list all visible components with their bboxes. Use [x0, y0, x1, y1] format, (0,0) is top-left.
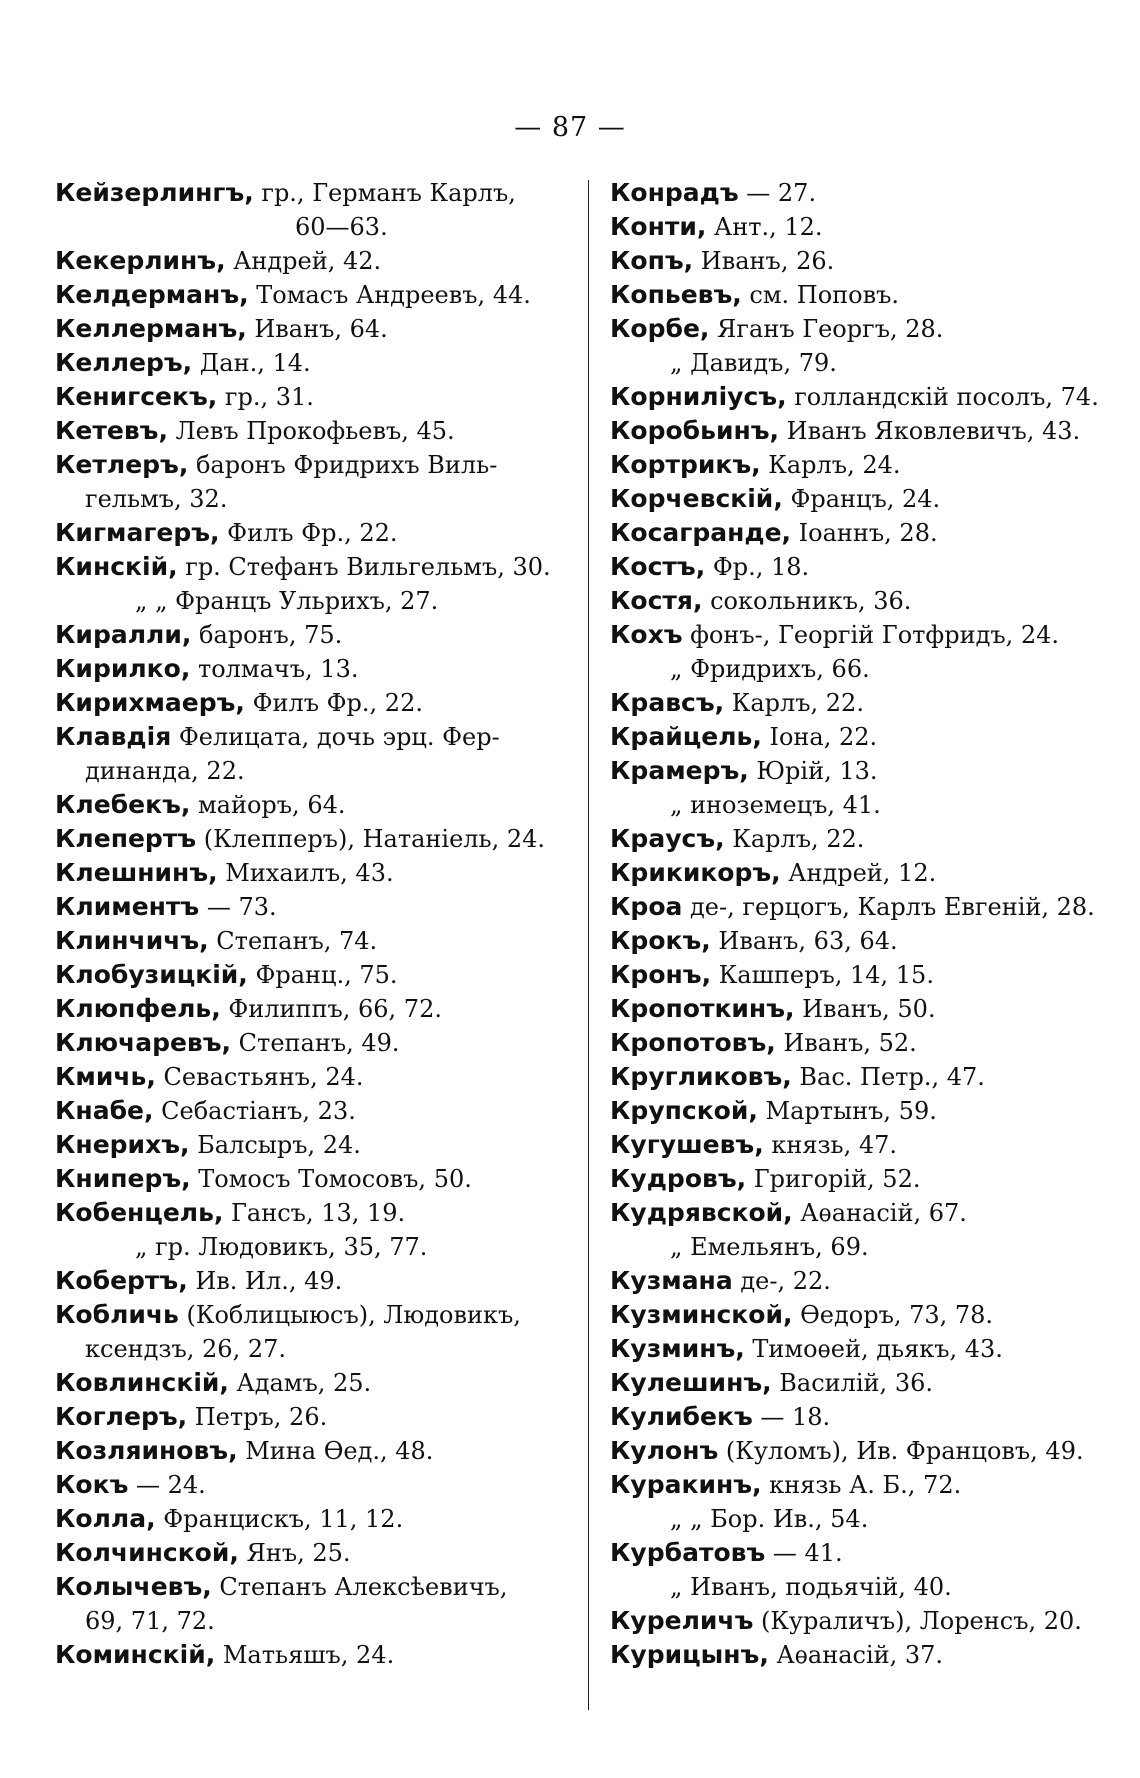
entry-surname: Коминскій,: [55, 1640, 216, 1669]
entry-details: Томасъ Андреевъ, 44.: [248, 281, 531, 309]
entry-surname: Кулонъ: [610, 1436, 719, 1465]
entry-details: „ Емельянъ, 69.: [670, 1233, 869, 1261]
index-entry: [55, 278, 570, 312]
entry-details: Ив. Ил., 49.: [187, 1267, 343, 1295]
index-entry: [55, 414, 570, 448]
entry-surname: Конти,: [610, 212, 707, 241]
entry-details: Ант., 12.: [706, 213, 823, 241]
entry-surname: Курицынъ,: [610, 1640, 769, 1669]
index-entry: [610, 686, 1130, 720]
entry-surname: Климентъ: [55, 892, 200, 921]
index-entry: [610, 856, 1130, 890]
entry-surname: Колчинской,: [55, 1538, 239, 1567]
entry-surname: Кугушевъ,: [610, 1130, 764, 1159]
entry-details: (Коблицыюсъ), Людовикъ,: [178, 1301, 521, 1329]
entry-details: „ Фридрихъ, 66.: [670, 655, 870, 683]
entry-surname: Кнабе,: [55, 1096, 154, 1125]
entry-surname: Краусъ,: [610, 824, 725, 853]
entry-details: Гансъ, 13, 19.: [223, 1199, 406, 1227]
index-entry: [610, 1638, 1130, 1672]
entry-surname: Кнерихъ,: [55, 1130, 190, 1159]
index-entry: [610, 176, 1130, 210]
entry-surname: Кенигсекъ,: [55, 382, 218, 411]
entry-details: Иванъ Яковлевичъ, 43.: [779, 417, 1081, 445]
entry-details: Степанъ, 74.: [208, 927, 378, 955]
column-divider: [588, 180, 589, 1710]
entry-details: Карлъ, 22.: [724, 689, 864, 717]
entry-details: Иванъ, 26.: [693, 247, 835, 275]
entry-details: Янъ, 25.: [238, 1539, 351, 1567]
entry-surname: Костъ,: [610, 552, 706, 581]
index-entry: [610, 720, 1130, 754]
index-entry: [610, 890, 1130, 924]
entry-surname: Косагранде,: [610, 518, 792, 547]
index-entry-continuation: [610, 1230, 1130, 1264]
entry-details: Францискъ, 11, 12.: [155, 1505, 404, 1533]
entry-details: динанда, 22.: [85, 757, 245, 785]
entry-surname: Коглеръ,: [55, 1402, 188, 1431]
index-entry: [610, 278, 1130, 312]
entry-details: „ „ Францъ Ульрихъ, 27.: [135, 587, 439, 615]
entry-surname: Кетевъ,: [55, 416, 168, 445]
entry-surname: Кругликовъ,: [610, 1062, 792, 1091]
entry-surname: Кобличь: [55, 1300, 179, 1329]
entry-surname: Келдерманъ,: [55, 280, 249, 309]
index-entry: [55, 652, 570, 686]
entry-surname: Кулибекъ: [610, 1402, 753, 1431]
index-entry: [610, 414, 1130, 448]
entry-details: „ Давидъ, 79.: [670, 349, 837, 377]
entry-details: Андрей, 12.: [780, 859, 937, 887]
entry-details: Филиппъ, 66, 72.: [220, 995, 442, 1023]
entry-details: баронъ, 75.: [191, 621, 343, 649]
index-entry: [55, 686, 570, 720]
entry-details: Кашперъ, 14, 15.: [711, 961, 934, 989]
entry-details: — 18.: [752, 1403, 831, 1431]
entry-surname: Клавдія: [55, 722, 172, 751]
entry-surname: Книперъ,: [55, 1164, 191, 1193]
entry-details: — 73.: [199, 893, 277, 921]
entry-details: Мартынъ, 59.: [757, 1097, 937, 1125]
index-entry: [610, 1468, 1130, 1502]
entry-surname: Копъ,: [610, 246, 694, 275]
entry-surname: Курбатовъ: [610, 1538, 766, 1567]
entry-details: Іоаннъ, 28.: [791, 519, 938, 547]
index-entry: [610, 958, 1130, 992]
entry-details: Матьяшъ, 24.: [215, 1641, 395, 1669]
index-entry: [55, 448, 570, 482]
index-entry: [55, 618, 570, 652]
entry-surname: Крамеръ,: [610, 756, 749, 785]
index-entry: [610, 1026, 1130, 1060]
entry-surname: Кудровъ,: [610, 1164, 747, 1193]
entry-surname: Клинчичъ,: [55, 926, 209, 955]
entry-surname: Клюпфель,: [55, 994, 221, 1023]
index-entry: [55, 244, 570, 278]
index-entry: [610, 244, 1130, 278]
entry-details: (Кураличъ), Лоренсъ, 20.: [753, 1607, 1082, 1635]
entry-surname: Корчевскій,: [610, 484, 783, 513]
entry-details: Мина Ѳед., 48.: [237, 1437, 434, 1465]
entry-details: Тимоѳей, дьякъ, 43.: [744, 1335, 1003, 1363]
entry-details: Севастьянъ, 24.: [155, 1063, 364, 1091]
index-entry-continuation: [610, 788, 1130, 822]
index-entry: [55, 1298, 570, 1332]
entry-details: Аѳанасій, 37.: [768, 1641, 944, 1669]
entry-surname: Корниліусъ,: [610, 382, 787, 411]
entry-details: де-, герцогъ, Карлъ Евгеній, 28.: [682, 893, 1095, 921]
entry-surname: Клобузицкій,: [55, 960, 248, 989]
entry-details: Филъ Фр., 22.: [219, 519, 398, 547]
entry-details: (Куломъ), Ив. Францовъ, 49.: [718, 1437, 1084, 1465]
entry-details: Францъ, 24.: [782, 485, 941, 513]
entry-surname: Кейзерлингъ,: [55, 178, 254, 207]
entry-surname: Клебекъ,: [55, 790, 191, 819]
entry-details: гр. Стефанъ Вильгельмъ, 30.: [177, 553, 551, 581]
index-entry: [610, 1366, 1130, 1400]
index-entry: [55, 1128, 570, 1162]
entry-details: голландскій посолъ, 74.: [786, 383, 1099, 411]
entry-details: гр., 31.: [217, 383, 314, 411]
index-entry: [55, 788, 570, 822]
entry-surname: Колла,: [55, 1504, 156, 1533]
entry-surname: Кигмагеръ,: [55, 518, 220, 547]
index-entry: [610, 754, 1130, 788]
index-entry: [610, 1162, 1130, 1196]
entry-details: Яганъ Георгъ, 28.: [709, 315, 944, 343]
index-entry: [55, 1366, 570, 1400]
entry-details: Степанъ Алексѣевичъ,: [211, 1573, 508, 1601]
entry-surname: Кронъ,: [610, 960, 712, 989]
entry-surname: Кузминъ,: [610, 1334, 745, 1363]
index-entry: [610, 550, 1130, 584]
entry-surname: Коробьинъ,: [610, 416, 780, 445]
entry-surname: Кохъ: [610, 620, 683, 649]
index-entry: [55, 822, 570, 856]
index-entry: [55, 380, 570, 414]
entry-details: „ „ Бор. Ив., 54.: [670, 1505, 869, 1533]
entry-details: фонъ-, Георгій Готфридъ, 24.: [682, 621, 1060, 649]
entry-details: Ѳедоръ, 73, 78.: [792, 1301, 994, 1329]
entry-surname: Корбе,: [610, 314, 710, 343]
entry-details: Аѳанасій, 67.: [792, 1199, 967, 1227]
index-entry: [610, 1060, 1130, 1094]
entry-details: Филъ Фр., 22.: [244, 689, 423, 717]
entry-details: Франц., 75.: [247, 961, 398, 989]
entry-details: сокольникъ, 36.: [702, 587, 912, 615]
index-entry: [610, 516, 1130, 550]
entry-details: майоръ, 64.: [190, 791, 346, 819]
entry-surname: Кобенцель,: [55, 1198, 224, 1227]
index-entry: [55, 1570, 570, 1604]
index-entry: [610, 380, 1130, 414]
index-entry: [610, 584, 1130, 618]
index-entry: [55, 1502, 570, 1536]
entry-details: „ Иванъ, подьячій, 40.: [670, 1573, 952, 1601]
entry-surname: Кропоткинъ,: [610, 994, 795, 1023]
entry-surname: Кобертъ,: [55, 1266, 188, 1295]
entry-details: гельмъ, 32.: [85, 485, 228, 513]
entry-details: Михаилъ, 43.: [217, 859, 394, 887]
entry-details: ксендзъ, 26, 27.: [85, 1335, 286, 1363]
entry-surname: Кулешинъ,: [610, 1368, 772, 1397]
index-entry-continuation: [55, 1604, 570, 1638]
entry-surname: Ковлинскій,: [55, 1368, 229, 1397]
entry-details: Дан., 14.: [192, 349, 311, 377]
entry-details: (Клепперъ), Натаніель, 24.: [196, 825, 546, 853]
index-entry: [55, 1196, 570, 1230]
index-entry: [55, 176, 570, 210]
index-entry: [610, 448, 1130, 482]
index-entry: [610, 312, 1130, 346]
entry-details: Степанъ, 49.: [231, 1029, 400, 1057]
index-entry: [610, 1196, 1130, 1230]
entry-details: Іона, 22.: [761, 723, 878, 751]
entry-details: Левъ Прокофьевъ, 45.: [167, 417, 455, 445]
entry-details: толмачъ, 13.: [190, 655, 359, 683]
index-entry: [55, 1468, 570, 1502]
index-entry: [55, 550, 570, 584]
entry-details: Василій, 36.: [771, 1369, 933, 1397]
entry-details: Адамъ, 25.: [228, 1369, 372, 1397]
index-entry: [610, 1400, 1130, 1434]
entry-details: де-, 22.: [732, 1267, 831, 1295]
index-entry: [610, 618, 1130, 652]
index-entry: [610, 210, 1130, 244]
entry-surname: Костя,: [610, 586, 703, 615]
entry-details: „ иноземецъ, 41.: [670, 791, 881, 819]
index-entry-continuation: [55, 754, 570, 788]
entry-details: Фр., 18.: [705, 553, 810, 581]
entry-surname: Киралли,: [55, 620, 192, 649]
entry-surname: Кинскій,: [55, 552, 178, 581]
index-entry: [610, 1298, 1130, 1332]
entry-surname: Копьевъ,: [610, 280, 742, 309]
entry-details: Петръ, 26.: [187, 1403, 328, 1431]
entry-details: Иванъ, 52.: [775, 1029, 917, 1057]
entry-details: Фелицата, дочь эрц. Фер-: [171, 723, 500, 751]
entry-surname: Кудрявской,: [610, 1198, 793, 1227]
index-entry: [55, 1094, 570, 1128]
entry-surname: Крокъ,: [610, 926, 711, 955]
index-entry-continuation: [55, 1230, 570, 1264]
entry-details: Карлъ, 22.: [724, 825, 865, 853]
entry-details: Иванъ, 64.: [246, 315, 388, 343]
index-entry: [610, 1604, 1130, 1638]
index-entry: [610, 1536, 1130, 1570]
index-entry: [610, 992, 1130, 1026]
entry-surname: Куракинъ,: [610, 1470, 762, 1499]
entry-surname: Кирихмаеръ,: [55, 688, 245, 717]
entry-details: Григорій, 52.: [746, 1165, 921, 1193]
index-entry: [55, 346, 570, 380]
index-entry: [55, 1400, 570, 1434]
entry-details: — 24.: [128, 1471, 206, 1499]
entry-surname: Колычевъ,: [55, 1572, 212, 1601]
entry-surname: Кмичь,: [55, 1062, 156, 1091]
entry-details: см. Поповъ.: [741, 281, 899, 309]
index-entry: [55, 856, 570, 890]
entry-surname: Кузмана: [610, 1266, 733, 1295]
entry-details: гр., Германъ Карлъ,: [253, 179, 516, 207]
index-entry: [55, 516, 570, 550]
index-entry-continuation: [55, 210, 570, 244]
index-entry: [55, 1536, 570, 1570]
entry-surname: Кирилко,: [55, 654, 191, 683]
entry-surname: Кропотовъ,: [610, 1028, 776, 1057]
entry-details: Иванъ, 63, 64.: [710, 927, 898, 955]
entry-details: — 41.: [765, 1539, 843, 1567]
entry-details: 69, 71, 72.: [85, 1607, 215, 1635]
entry-details: — 27.: [738, 179, 817, 207]
entry-surname: Крупской,: [610, 1096, 758, 1125]
page-number: — 87 —: [514, 112, 626, 143]
entry-details: „ гр. Людовикъ, 35, 77.: [135, 1233, 428, 1261]
index-entry: [610, 924, 1130, 958]
index-entry: [55, 1162, 570, 1196]
index-entry: [610, 1128, 1130, 1162]
index-entry-continuation: [610, 1570, 1130, 1604]
entry-details: Юрій, 13.: [748, 757, 878, 785]
entry-surname: Келлерманъ,: [55, 314, 247, 343]
entry-details: князь, 47.: [763, 1131, 898, 1159]
index-entry-continuation: [55, 482, 570, 516]
index-entry-continuation: [55, 584, 570, 618]
entry-surname: Кетлеръ,: [55, 450, 189, 479]
entry-surname: Кортрикъ,: [610, 450, 761, 479]
entry-details: Иванъ, 50.: [794, 995, 936, 1023]
index-entry: [55, 312, 570, 346]
index-entry: [610, 1332, 1130, 1366]
entry-details: Карлъ, 24.: [760, 451, 901, 479]
index-entry: [55, 1060, 570, 1094]
entry-surname: Клепертъ: [55, 824, 197, 853]
entry-surname: Кузминской,: [610, 1300, 793, 1329]
entry-surname: Крикикоръ,: [610, 858, 781, 887]
index-entry: [55, 992, 570, 1026]
index-entry-continuation: [610, 1502, 1130, 1536]
index-entry: [55, 924, 570, 958]
index-entry: [55, 1264, 570, 1298]
entry-surname: Кекерлинъ,: [55, 246, 226, 275]
entry-surname: Клешнинъ,: [55, 858, 218, 887]
index-column-left: [55, 176, 570, 1672]
index-entry: [610, 1094, 1130, 1128]
entry-details: Вас. Петр., 47.: [791, 1063, 985, 1091]
entry-surname: Келлеръ,: [55, 348, 193, 377]
index-entry: [55, 1026, 570, 1060]
index-entry: [610, 1434, 1130, 1468]
entry-details: Андрей, 42.: [225, 247, 382, 275]
index-entry-continuation: [610, 652, 1130, 686]
entry-details: 60—63.: [295, 213, 388, 241]
entry-details: Себастіанъ, 23.: [153, 1097, 356, 1125]
index-column-right: [610, 176, 1130, 1672]
index-entry: [55, 958, 570, 992]
entry-surname: Кроа: [610, 892, 683, 921]
index-entry: [55, 1434, 570, 1468]
entry-surname: Кокъ: [55, 1470, 129, 1499]
index-entry-continuation: [55, 1332, 570, 1366]
entry-details: Томосъ Томосовъ, 50.: [190, 1165, 472, 1193]
index-entry: [55, 1638, 570, 1672]
entry-details: баронъ Фридрихъ Виль-: [188, 451, 498, 479]
entry-surname: Крайцель,: [610, 722, 762, 751]
index-entry: [55, 720, 570, 754]
index-entry: [610, 1264, 1130, 1298]
index-entry-continuation: [610, 346, 1130, 380]
entry-surname: Козляиновъ,: [55, 1436, 238, 1465]
index-entry: [610, 482, 1130, 516]
entry-surname: Куреличъ: [610, 1606, 754, 1635]
entry-surname: Конрадъ: [610, 178, 739, 207]
entry-surname: Кравсъ,: [610, 688, 725, 717]
index-entry: [610, 822, 1130, 856]
entry-surname: Ключаревъ,: [55, 1028, 232, 1057]
index-entry: [55, 890, 570, 924]
entry-details: князь А. Б., 72.: [761, 1471, 962, 1499]
entry-details: Балсыръ, 24.: [189, 1131, 361, 1159]
